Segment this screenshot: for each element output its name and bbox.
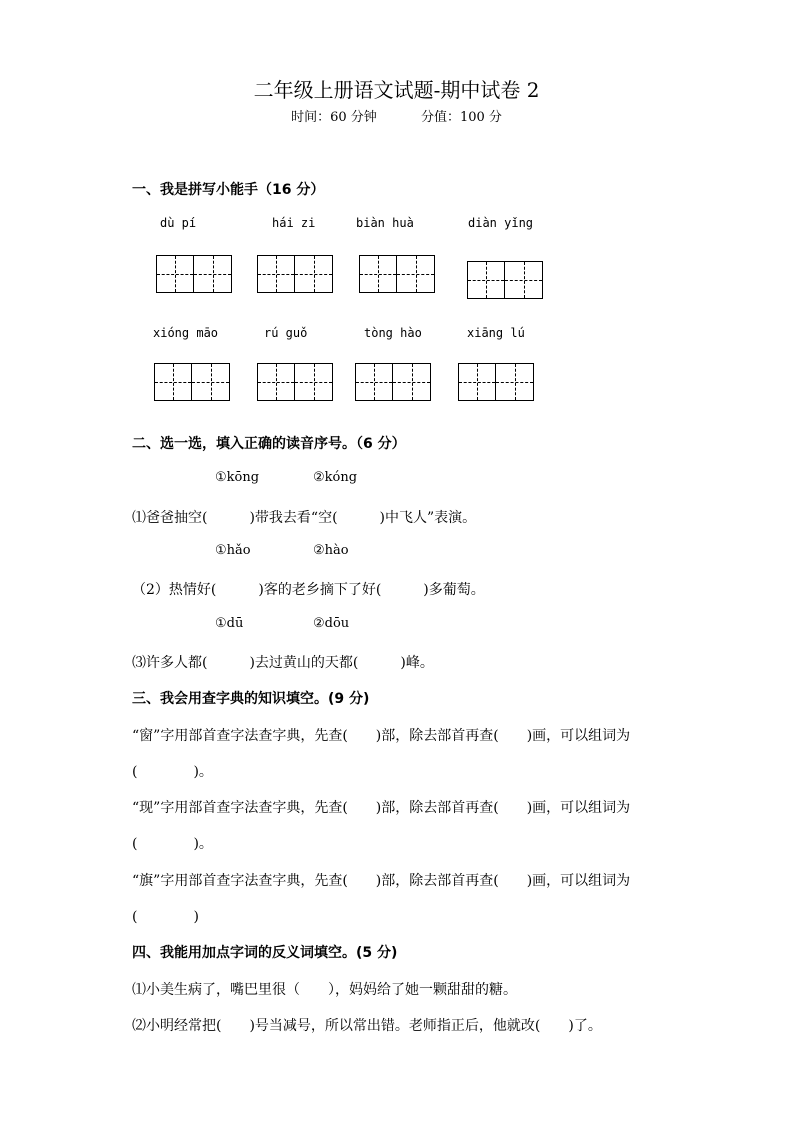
option-label: ②kóng bbox=[313, 470, 358, 485]
option-label: ①kōng bbox=[215, 470, 260, 485]
option-label: ②dōu bbox=[313, 616, 350, 631]
exam-score: 分值：100 分 bbox=[420, 110, 502, 125]
pinyin-label: tòng hào bbox=[364, 326, 422, 340]
question-text: “窗”字用部首查字法查字典，先查( )部，除去部首再查( )画，可以组词为 bbox=[132, 728, 631, 744]
option-label: ②hào bbox=[313, 543, 349, 558]
pinyin-label: diàn yǐng bbox=[468, 216, 534, 230]
writing-grid[interactable] bbox=[257, 255, 333, 293]
option-label: ①hǎo bbox=[215, 543, 251, 558]
question-text: “现”字用部首查字法查字典，先查( )部，除去部首再查( )画，可以组词为 bbox=[132, 800, 631, 816]
writing-grid[interactable] bbox=[458, 363, 534, 401]
question-text: ⑴爸爸抽空( )带我去看“空( )中飞人”表演。 bbox=[132, 510, 477, 526]
answer-blank: ( ) bbox=[132, 909, 199, 925]
page-title: 二年级上册语文试题-期中试卷 2 bbox=[253, 78, 540, 102]
exam-info bbox=[0, 106, 793, 125]
question-text: ⑶许多人都( )去过黄山的天都( )峰。 bbox=[132, 655, 434, 671]
writing-grid[interactable] bbox=[156, 255, 232, 293]
section3-heading: 三、我会用查字典的知识填空。(9 分) bbox=[132, 691, 370, 707]
exam-time: 时间：60 分钟 bbox=[291, 110, 377, 125]
answer-blank: ( )。 bbox=[132, 764, 213, 780]
question-text: ⑴小美生病了，嘴巴里很（ ），妈妈给了她一颗甜甜的糖。 bbox=[132, 982, 517, 998]
writing-grid[interactable] bbox=[359, 255, 435, 293]
writing-grid[interactable] bbox=[257, 363, 333, 401]
pinyin-label: biàn huà bbox=[356, 216, 414, 230]
question-text: ⑵小明经常把( )号当减号，所以常出错。老师指正后，他就改( )了。 bbox=[132, 1018, 602, 1034]
question-text: “旗”字用部首查字法查字典，先查( )部，除去部首再查( )画，可以组词为 bbox=[132, 873, 631, 889]
pinyin-label: hái zi bbox=[272, 216, 316, 230]
pinyin-label: xióng māo bbox=[153, 326, 219, 340]
writing-grid[interactable] bbox=[355, 363, 431, 401]
writing-grid[interactable] bbox=[154, 363, 230, 401]
section2-heading: 二、选一选，填入正确的读音序号。（6 分） bbox=[132, 436, 406, 452]
answer-blank: ( )。 bbox=[132, 836, 213, 852]
question-text: （2）热情好( )客的老乡摘下了好( )多葡萄。 bbox=[132, 582, 485, 598]
pinyin-label: xiāng lú bbox=[467, 326, 525, 340]
pinyin-label: dù pí bbox=[160, 216, 197, 230]
section1-heading: 一、我是拼写小能手（16 分） bbox=[132, 182, 325, 198]
section4-heading: 四、我能用加点字词的反义词填空。(5 分) bbox=[132, 945, 398, 961]
option-label: ①dū bbox=[215, 616, 244, 631]
writing-grid[interactable] bbox=[467, 261, 543, 299]
pinyin-label: rú guǒ bbox=[264, 326, 308, 340]
